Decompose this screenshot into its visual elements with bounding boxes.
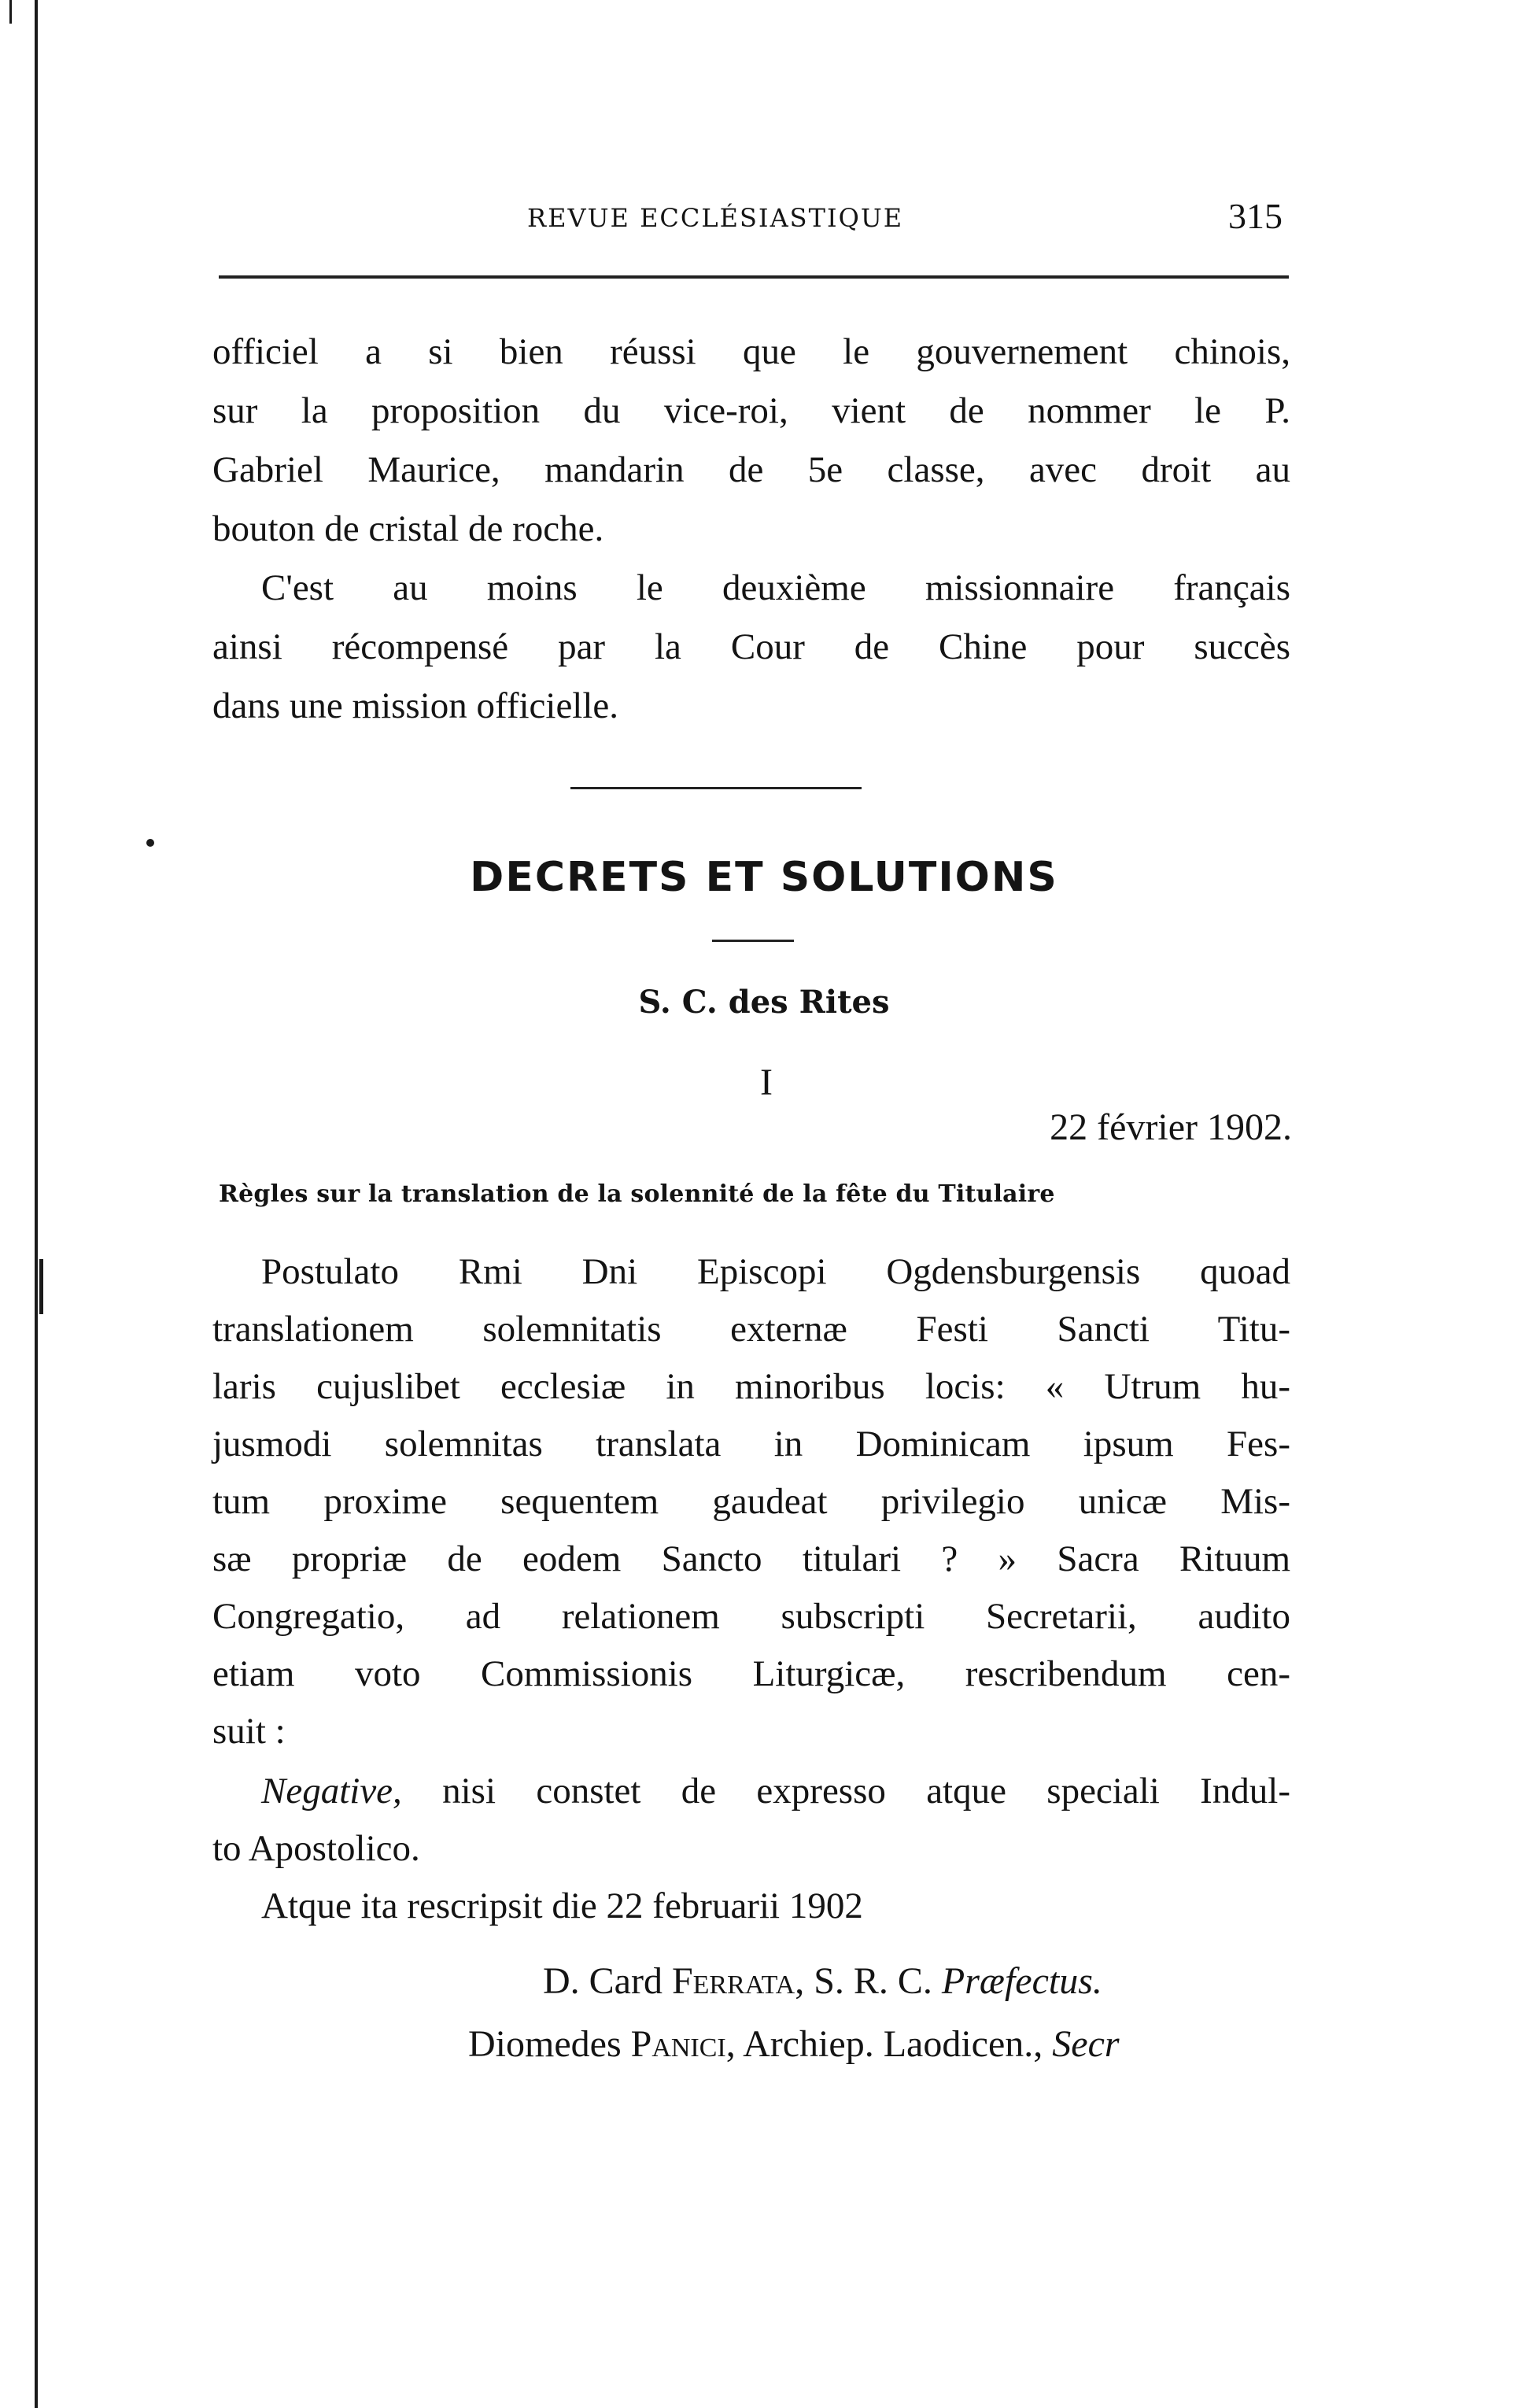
text-line: dans une mission officielle. bbox=[212, 685, 619, 726]
signature-mid: , S. R. C. bbox=[795, 1960, 942, 2002]
answer-word: Negative, bbox=[261, 1771, 402, 1812]
subheading: S. C. des Rites bbox=[638, 984, 890, 1021]
text-line: translationem solemnitatis externæ Festi Sancti Titu- bbox=[212, 1309, 1290, 1350]
scan-edge-mark bbox=[9, 0, 12, 24]
section-divider bbox=[570, 787, 862, 789]
decree-title: Règles sur la translation de la solennité de la fête du Titulaire bbox=[219, 1180, 1055, 1208]
decree-date: 22 février 1902. bbox=[1050, 1106, 1292, 1148]
page-header bbox=[212, 195, 1298, 242]
text-line: etiam voto Commissionis Liturgicæ, rescribendum cen- bbox=[212, 1653, 1290, 1694]
text-line: suit : bbox=[212, 1711, 286, 1752]
text-line: jusmodi solemnitas translata in Dominicam ipsum Fes- bbox=[212, 1424, 1290, 1464]
signature-name: Ferrata bbox=[671, 1960, 795, 2002]
decree-closing bbox=[212, 1877, 1290, 1936]
page-number: 315 bbox=[1228, 196, 1283, 236]
decree-text bbox=[212, 1243, 1290, 1760]
answer-rest: nisi constet de expresso atque speciali Indul- bbox=[401, 1771, 1290, 1812]
text-line: C'est au moins le deuxième missionnaire français bbox=[261, 567, 1290, 608]
header-rule bbox=[219, 275, 1289, 279]
text-line: to Apostolico. bbox=[212, 1828, 420, 1869]
text-line: officiel a si bien réussi que le gouvernement chinois, bbox=[212, 331, 1290, 372]
text-line: Congregatio, ad relationem subscripti Secretarii, audito bbox=[212, 1596, 1290, 1637]
scan-edge-mark bbox=[39, 1259, 43, 1314]
text-line: Atque ita rescripsit die 22 februarii 1902 bbox=[261, 1885, 863, 1926]
text-line: tum proxime sequentem gaudeat privilegio unicæ Mis- bbox=[212, 1481, 1290, 1522]
running-title: REVUE ECCLÉSIASTIQUE bbox=[527, 203, 904, 233]
scan-edge-line bbox=[35, 0, 38, 2408]
signature-title: Secr bbox=[1052, 2023, 1120, 2065]
scan-speck bbox=[146, 839, 154, 847]
signature-mid: , Archiep. Laodicen., bbox=[725, 2023, 1053, 2065]
section-heading: DECRETS ET SOLUTIONS bbox=[470, 854, 1058, 901]
text-line bbox=[212, 1763, 1290, 1820]
decree-number: I bbox=[760, 1062, 773, 1103]
text-line: bouton de cristal de roche. bbox=[212, 508, 604, 549]
text-line: laris cujuslibet ecclesiæ in minoribus locis: « Utrum hu- bbox=[212, 1366, 1290, 1407]
heading-divider bbox=[712, 940, 794, 942]
signature-prefix: Diomedes bbox=[468, 2023, 631, 2065]
signature-secretary bbox=[468, 2022, 1120, 2066]
text-line: ainsi récompensé par la Cour de Chine pour succès bbox=[212, 626, 1290, 667]
signature-title: Præfectus. bbox=[941, 1960, 1102, 2002]
text-line: Gabriel Maurice, mandarin de 5e classe, avec droit au bbox=[212, 449, 1290, 490]
text-line: sur la proposition du vice-roi, vient de nommer le P. bbox=[212, 390, 1290, 431]
paragraph-officiel bbox=[212, 323, 1290, 736]
text-line: sæ propriæ de eodem Sancto titulari ? » Sacra Rituum bbox=[212, 1538, 1290, 1579]
signature-prefix: D. Card bbox=[543, 1960, 672, 2002]
text-line: Postulato Rmi Dni Episcopi Ogdensburgensis quoad bbox=[261, 1251, 1290, 1292]
signature-prefect bbox=[543, 1959, 1102, 2003]
signature-name: Panici bbox=[630, 2023, 726, 2065]
decree-answer bbox=[212, 1763, 1290, 1878]
